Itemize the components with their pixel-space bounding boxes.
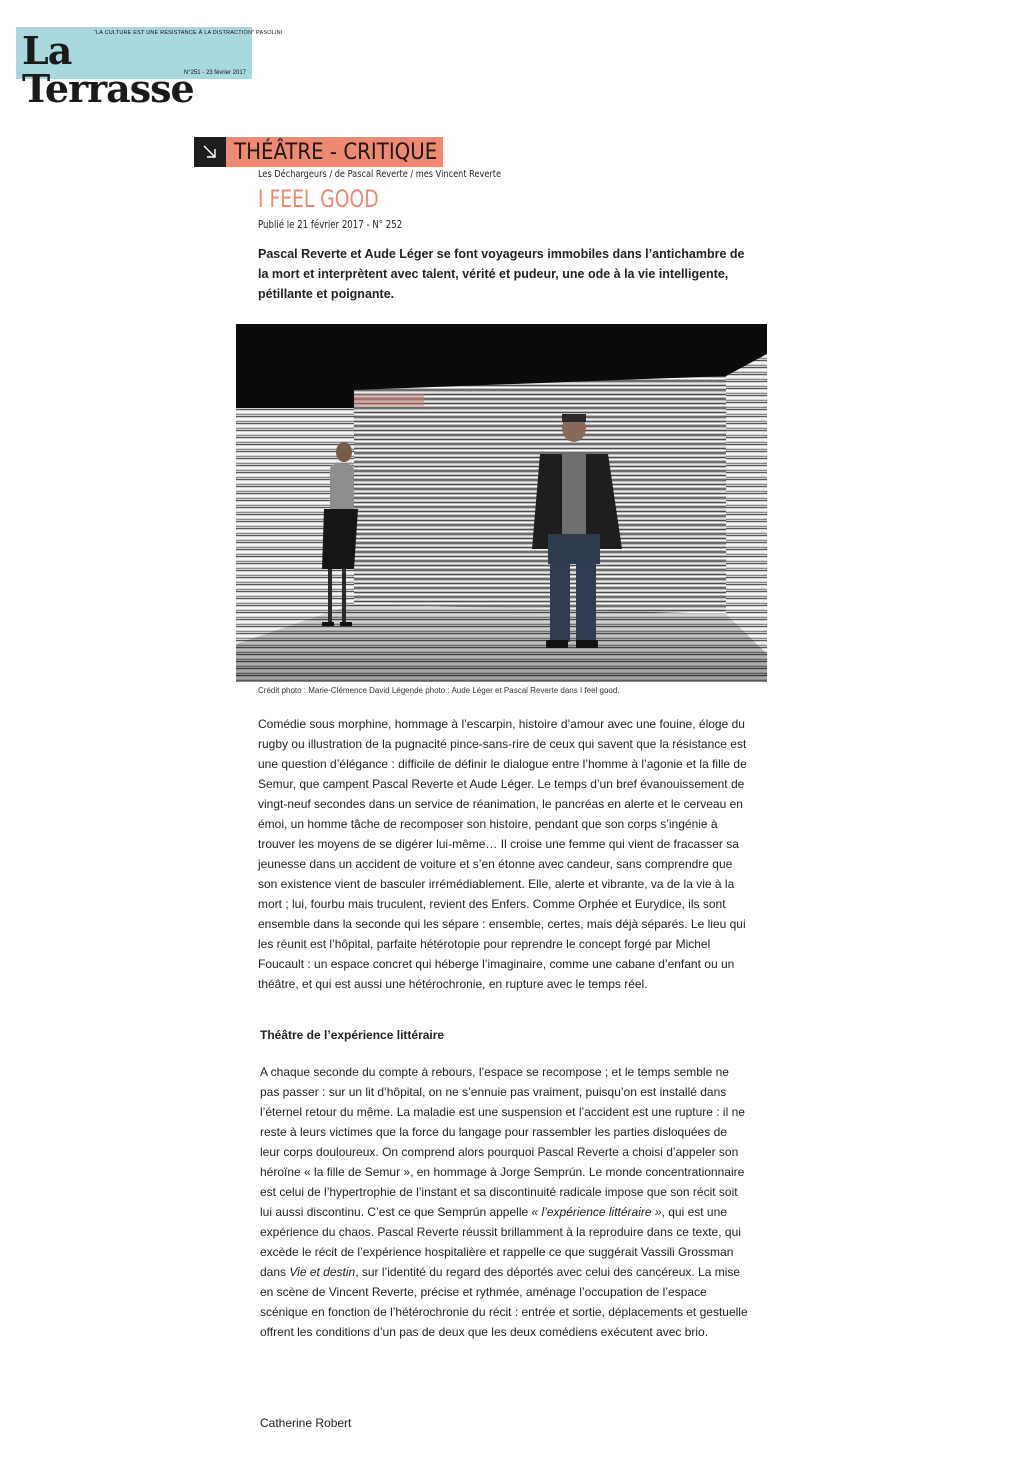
section-header xyxy=(194,137,443,167)
masthead-logo[interactable] xyxy=(16,27,283,111)
logo-text: La Terrasse xyxy=(22,28,194,111)
article-title: I FEEL GOOD xyxy=(258,185,379,213)
section-subheading: Théâtre de l’expérience littéraire xyxy=(260,1028,445,1042)
paragraph-2-part-a: A chaque seconde du compte à rebours, l’espace se recompose ; et le temps semble ne pas passer : sur un lit d’hôpital, on ne s’ennuie pas vraiment, puisqu’on est installé dans l’éternel retour du même. La maladie est une suspension et l’accident est une rupture : il ne reste à leurs victimes que la force du langage pour rassembler les parties disloquées de leur corps douloureux. On comprend alors pourquoi Pascal Reverte a choisi d’appeler son héroïne « la fille de Semur », en hommage à Jorge Semprún. Le monde concentrationnaire est celui de l’hypertrophie de l’instant et sa discontinuité radicale impose que son récit soit lui aussi discontinu. C’est ce que Semprún appelle xyxy=(260,1065,745,1219)
photo-caption: Crédit photo : Marie-Clémence David Légende photo : Aude Léger et Pascal Reverte dans I feel good. xyxy=(258,686,620,695)
section-label: THÉÂTRE - CRITIQUE xyxy=(226,137,443,167)
book-title: Vie et destin xyxy=(289,1265,356,1279)
masthead-motto: “LA CULTURE EST UNE RÉSISTANCE À LA DISTRACTION” PASOLINI xyxy=(94,30,283,36)
article-kicker: Les Déchargeurs / de Pascal Reverte / mes Vincent Reverte xyxy=(258,169,502,180)
paragraph-2-part-c: , sur l’identité du regard des déportés avec celui des cancéreux. La mise en scène de Vincent Reverte, précise et rythmée, aménage l’occupation de l’espace scénique en fonction de l’hétérochronie du récit : entrée et sortie, déplacements et gestuelle offrent les conditions d’un pas de deux que les deux comédiens exécutent avec brio. xyxy=(260,1265,748,1339)
article-lead: Pascal Reverte et Aude Léger se font voyageurs immobiles dans l’antichambre de la mort et interprètent avec talent, vérité et pudeur, une ode à la vie intelligente, pétillante et poignante. xyxy=(258,247,745,301)
paragraph-2-quote: « l’expérience littéraire » xyxy=(531,1205,662,1219)
paragraph-2-part-b: , qui est une expérience du chaos. Pascal Reverte réussit brillamment à la reproduire dans ce texte, qui excède le récit de l’expérience hospitalière et rappelle ce que suggérait Vassili Grossman dans xyxy=(260,1205,741,1279)
paragraph-1: Comédie sous morphine, hommage à l’escarpin, histoire d’amour avec une fouine, éloge du rugby ou illustration de la pugnacité pince-sans-rire de ceux qui savent que la résistance est une question d’élégance : difficile de définir le dialogue entre l’homme à l’agonie et la fille de Semur, que campent Pascal Reverte et Aude Léger. Le temps d’un bref évanouissement de vingt-neuf secondes dans un service de réanimation, le pancréas en alerte et le cerveau en émoi, un homme tâche de recomposer son histoire, pendant que son corps s’ingénie à trouver les moyens de se digérer lui-même… Il croise une femme qui vient de fracasser sa jeunesse dans un accident de voiture et s’en étonne avec candeur, sans comprendre que son existence vient de basculer irrémédiablement. Elle, alerte et vibrante, va de la vie à la mort ; lui, fourbu mais truculent, revient des Enfers. Comme Orphée et Eurydice, ils sont ensemble dans la seconde qui les sépare : ensemble, certes, mais déjà séparés. Le lieu qui les réunit est l’hôpital, parfaite hétérotopie pour reprendre le concept forgé par Michel Foucault : un espace concret qui héberge l’imaginaire, comme une cabane d’enfant ou un théâtre, et qui est aussi une hétérochronie, en rupture avec le temps réel. xyxy=(258,717,747,991)
author-name: Catherine Robert xyxy=(260,1416,352,1430)
article-photo xyxy=(236,324,767,682)
publication-date: Publié le 21 février 2017 - N° 252 xyxy=(258,219,403,231)
arrow-down-right-icon xyxy=(194,137,226,167)
issue-number: N°251 - 23 février 2017 xyxy=(183,70,246,76)
paragraph-2 xyxy=(260,1062,750,1342)
